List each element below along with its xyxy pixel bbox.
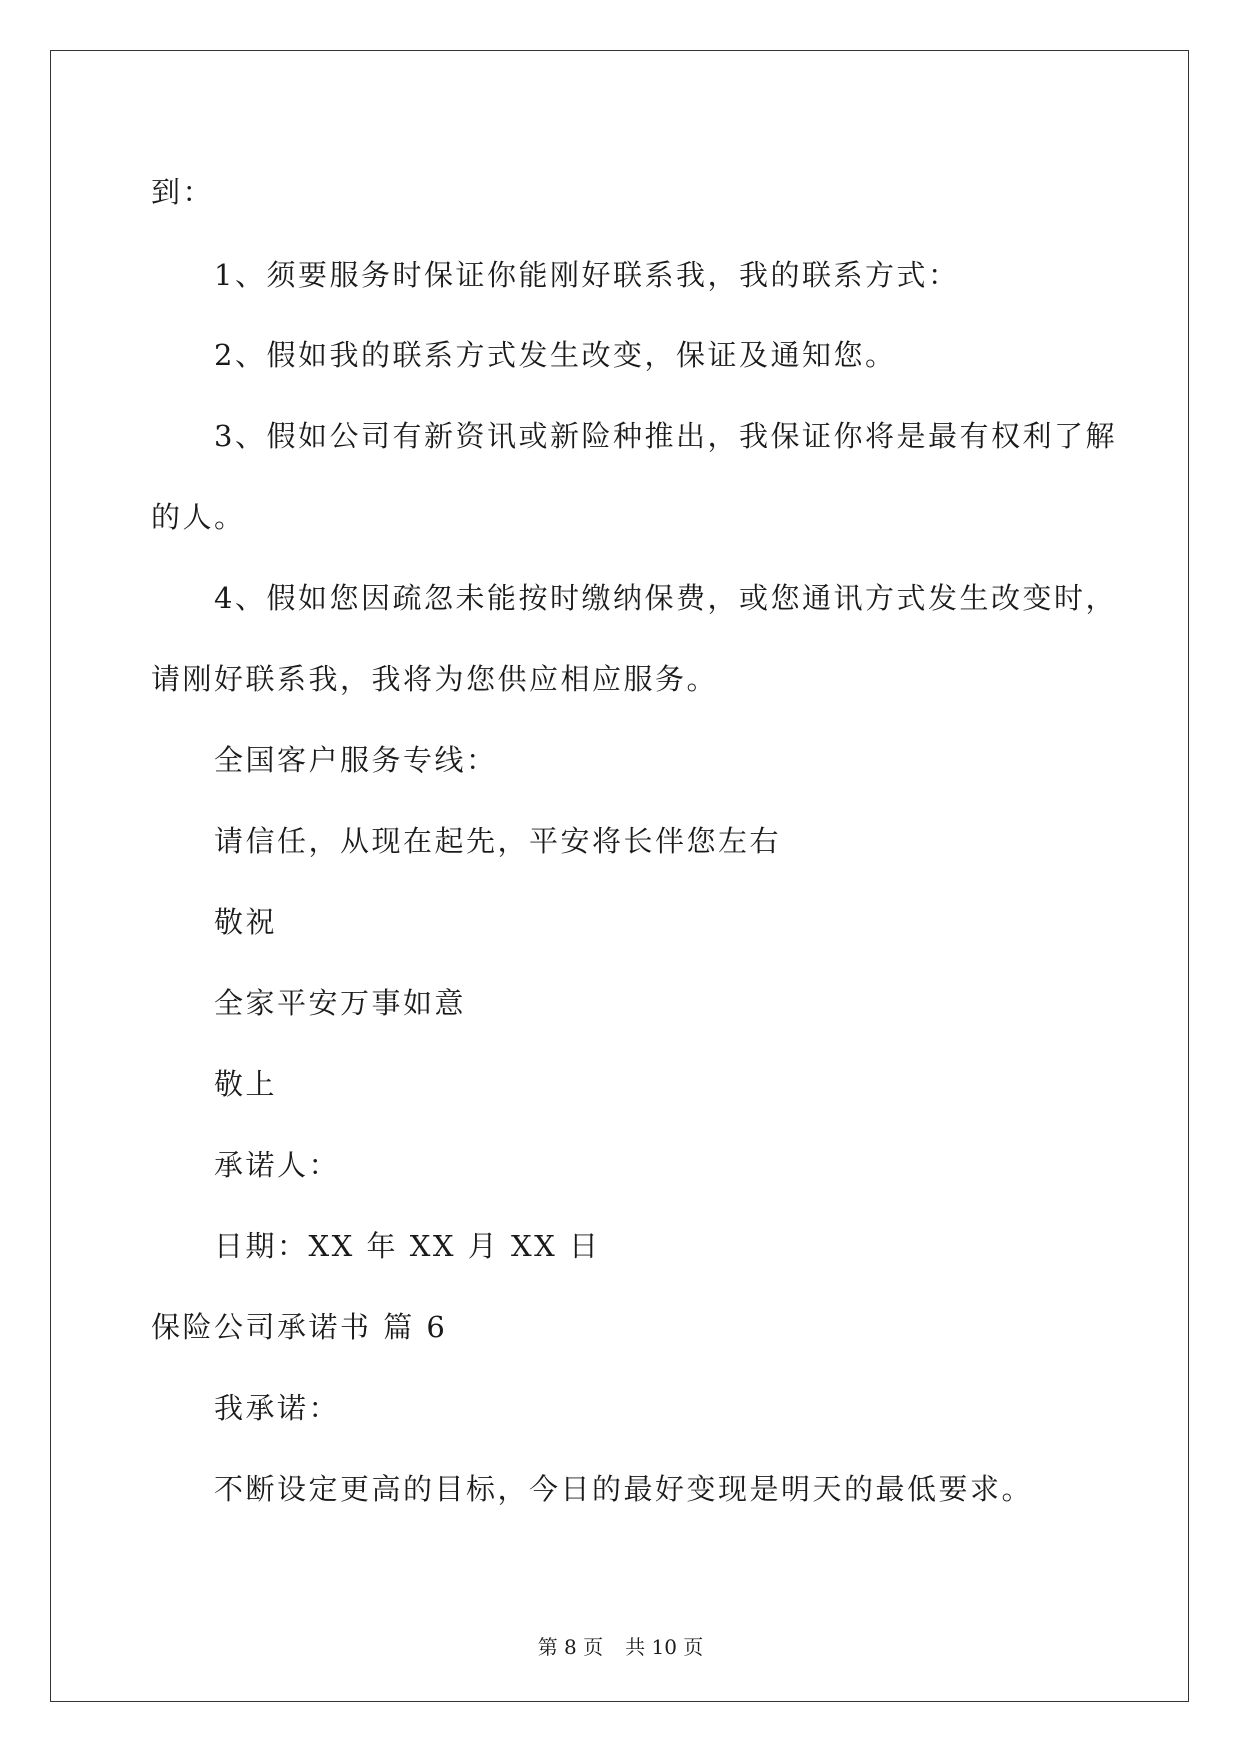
text-line: 全家平安万事如意 <box>214 986 467 1020</box>
section-heading: 保险公司承诺书 篇 6 <box>151 1310 448 1344</box>
text-line: 承诺人： <box>214 1148 341 1182</box>
text-line: 3、假如公司有新资讯或新险种推出，我保证你将是最有权利了解 <box>214 419 1117 453</box>
text-line: 日期：XX 年 XX 月 XX 日 <box>214 1229 601 1263</box>
text-line: 的人。 <box>151 500 246 534</box>
page-number-current: 第 8 页 <box>537 1635 604 1659</box>
text-line: 敬上 <box>214 1067 278 1101</box>
text-line: 不断设定更高的目标，今日的最好变现是明天的最低要求。 <box>214 1472 1034 1506</box>
text-line: 到： <box>151 175 215 209</box>
page-number-total: 共 10 页 <box>625 1635 704 1659</box>
text-line: 请信任，从现在起先，平安将长伴您左右 <box>214 824 782 858</box>
text-line: 1、须要服务时保证你能刚好联系我，我的联系方式： <box>214 258 960 292</box>
text-line: 敬祝 <box>214 905 278 939</box>
text-line: 2、假如我的联系方式发生改变，保证及通知您。 <box>214 338 897 372</box>
text-line: 请刚好联系我，我将为您供应相应服务。 <box>151 662 719 696</box>
page-border <box>50 50 1189 1702</box>
text-line: 我承诺： <box>214 1391 341 1425</box>
page-footer <box>0 1635 1241 1659</box>
text-line: 全国客户服务专线： <box>214 743 498 777</box>
text-line: 4、假如您因疏忽未能按时缴纳保费，或您通讯方式发生改变时， <box>214 581 1117 615</box>
